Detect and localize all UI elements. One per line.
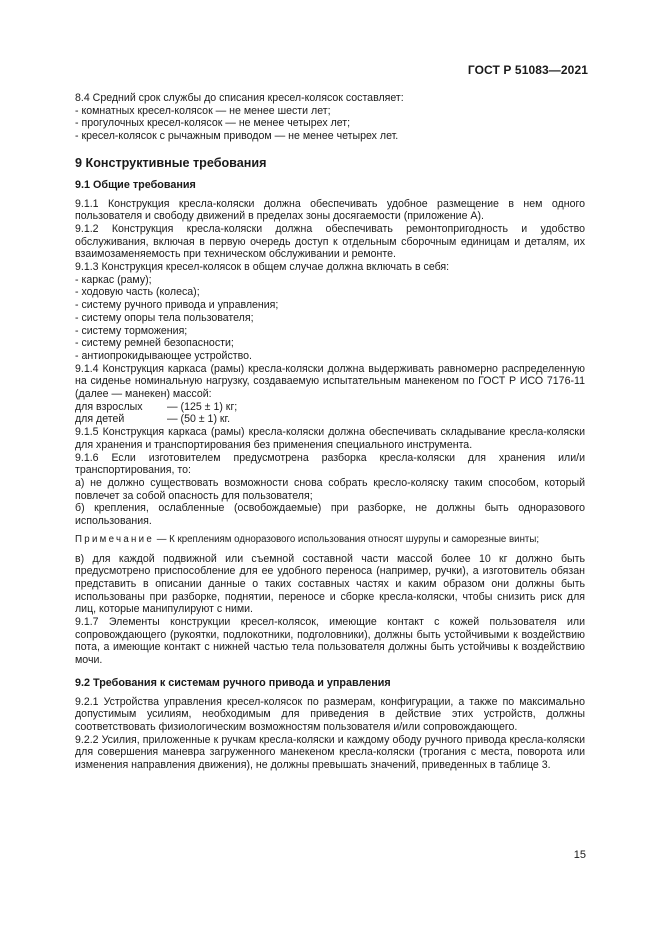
list-item: - кресел-колясок с рычажным приводом — не менее четырех лет. [75,130,399,143]
load-row [75,413,585,426]
list-item: - каркас (раму); [75,273,152,286]
load-value: — (125 ± 1) кг; [167,400,238,413]
list-item: - систему ручного привода и управления; [75,299,279,312]
paragraph-9-1-5: 9.1.5 Конструкция каркаса (рамы) кресла-коляски должна обеспечивать складывание кресла-коляски для хранения и транспортирования без применения специального инструмента. [75,426,585,451]
list-item: - комнатных кресел-колясок — не менее шести лет; [75,104,331,117]
paragraph-9-1-4: 9.1.4 Конструкция каркаса (рамы) кресла-коляски должна выдерживать равномерно распределенную на сиденье номинальную нагрузку, создаваемую испытательным манекеном по ГОСТ Р ИСО 7176-11 (далее — манекен) массой: [75,362,585,401]
section-8-4-intro: 8.4 Средний срок службы до списания кресел-колясок составляет: [75,92,404,104]
list-item: - систему опоры тела пользователя; [75,311,254,324]
paragraph-9-2-2: 9.2.2 Усилия, приложенные к ручкам кресла-коляски и каждому ободу ручного привода кресла-коляски для совершения маневра загруженного манекеном кресла-коляски (трогания с места, поворота или изменения направления движения), не должны превышать значений, приведенных в таблице 3. [75,733,585,772]
list-item: - антиопрокидывающее устройство. [75,349,252,362]
load-label: для детей [75,413,125,426]
load-label: для взрослых [75,400,143,413]
section-9-heading: 9 Конструктивные требования [75,155,267,170]
list-item: - прогулочных кресел-колясок — не менее четырех лет; [75,117,351,130]
note [75,534,585,547]
list-item: - систему торможения; [75,324,188,337]
note-label: Примечание [75,533,155,545]
page-number: 15 [573,849,586,861]
load-row [75,401,585,414]
note-text: — К креплениям одноразового использования относят шурупы и саморезные винты; [154,533,540,545]
load-value: — (50 ± 1) кг. [167,413,231,426]
standard-header: ГОСТ Р 51083—2021 [467,63,588,77]
paragraph-9-1-6-a: а) не должно существовать возможности снова собрать кресло-коляску таким способом, который повлечет за собой опасность для пользователя; [75,476,585,502]
paragraph-9-1-6-v: в) для каждой подвижной или съемной составной части массой более 10 кг должно быть предусмотрено приспособление для ее удобного переноса (например, ручки), а изготовитель обязан представить в описании данные о таких составных частях и каким образом они должны быть использованы при разборке, поднятии, переносе и сборке кресла-коляски, чтобы снизить риск для лиц, которые манипулируют с ними. [75,552,585,616]
subsection-9-2-heading: 9.2 Требования к системам ручного привода и управления [75,676,391,689]
paragraph-9-1-1: 9.1.1 Конструкция кресла-коляски должна обеспечивать удобное размещение в нем одного пользователя и свободу движений в пределах зоны досягаемости (приложение А). [75,197,585,223]
paragraph-9-1-3: 9.1.3 Конструкция кресел-колясок в общем случае должна включать в себя: [75,261,450,274]
list-item: - ходовую часть (колеса); [75,286,200,299]
subsection-9-1-heading: 9.1 Общие требования [75,178,196,191]
paragraph-9-1-7: 9.1.7 Элементы конструкции кресел-колясок, имеющие контакт с кожей пользователя или сопровождающего (рукоятки, подлокотники, подголовники), должны быть устойчивыми к воздействию пота, а имеющие контакт с нижней частью тела пользователя должны быть устойчивы к воздействию мочи. [75,616,585,667]
paragraph-9-1-2: 9.1.2 Конструкция кресла-коляски должна обеспечивать ремонтопригодность и удобство обслуживания, включая в первую очередь доступ к отдельным сборочным единицам и деталям, их взаимозаменяемость при техническом обслуживании и ремонте. [75,222,585,261]
paragraph-9-2-1: 9.2.1 Устройства управления кресел-колясок по размерам, конфигурации, а также по максимально допустимым усилиям, необходимым для приведения в действие этих устройств, должны соответствовать физиологическим возможностям пользователя и/или сопровождающего. [75,695,585,733]
document-body [75,92,585,772]
paragraph-9-1-6-b: б) крепления, ослабленные (освобождаемые) при разборке, не должны быть одноразового использования. [75,502,585,528]
list-item: - систему ремней безопасности; [75,337,234,350]
paragraph-9-1-6: 9.1.6 Если изготовителем предусмотрена разборка кресла-коляски для хранения или/и транспортирования, то: [75,451,585,477]
